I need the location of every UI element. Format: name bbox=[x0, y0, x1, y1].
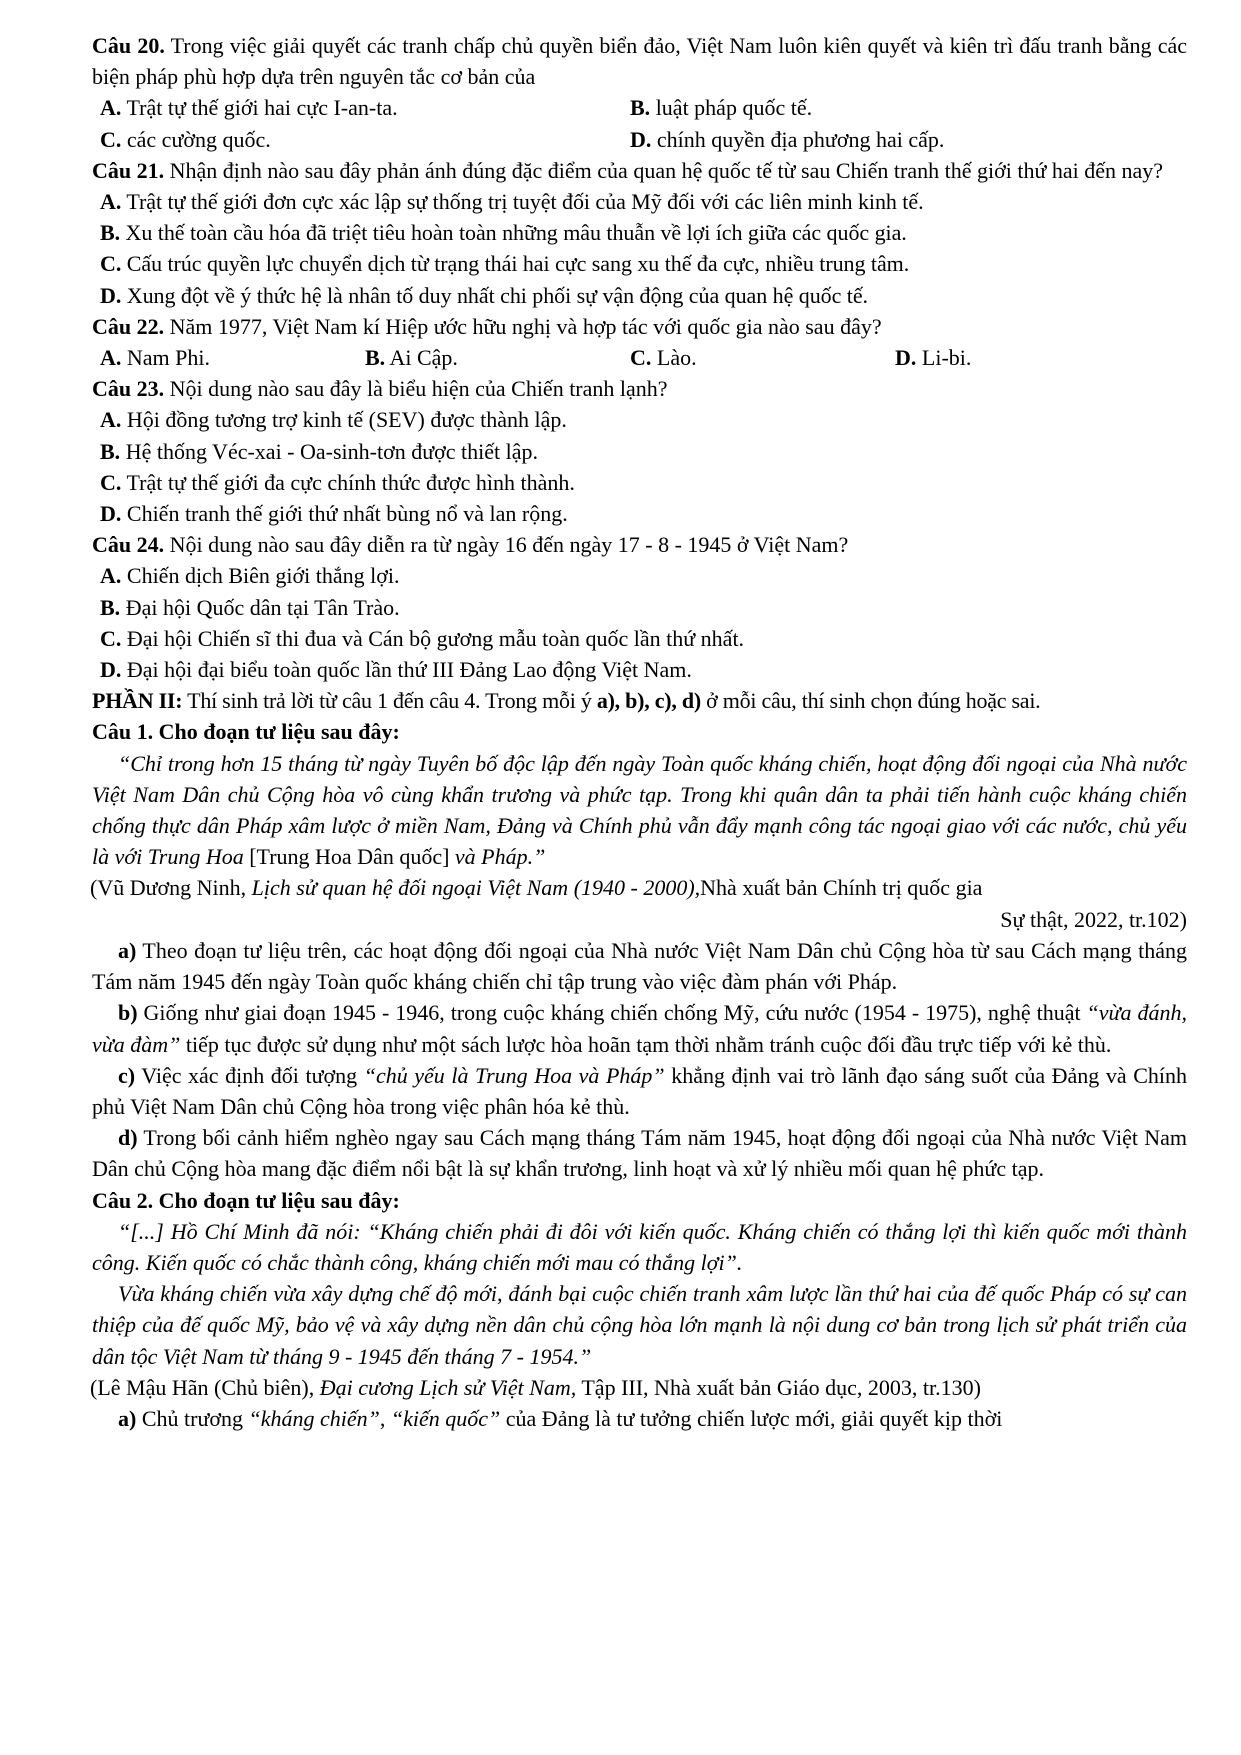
question-23-label: Câu 23. bbox=[92, 376, 165, 402]
question-20-option-b: B. luật pháp quốc tế. bbox=[630, 95, 813, 121]
question-24-option-d: D. Đại hội đại biểu toàn quốc lần thứ III Đảng Lao động Việt Nam. bbox=[100, 657, 692, 683]
part2-question-1-statement-a: a) Theo đoạn tư liệu trên, các hoạt động đối ngoại của Nhà nước Việt Nam Dân chủ Cộng hòa từ sau Cách mạng tháng Tám năm 1945 đến ngày Toàn quốc kháng chiến chỉ tập trung vào việc đàm phán với Pháp. bbox=[92, 937, 1187, 995]
question-20-options-row-2 bbox=[92, 124, 1187, 155]
question-24-option-c: C. Đại hội Chiến sĩ thi đua và Cán bộ gương mẫu toàn quốc lần thứ nhất. bbox=[100, 625, 745, 651]
question-22-label: Câu 22. bbox=[92, 313, 165, 339]
question-20-option-c: C. các cường quốc. bbox=[100, 126, 271, 152]
part2-question-1-quote: “Chỉ trong hơn 15 tháng từ ngày Tuyên bố độc lập đến ngày Toàn quốc kháng chiến, hoạt động đối ngoại của Nhà nước Việt Nam Dân chủ Cộng hòa vô cùng khẩn trương và phức tạp. Trong khi quân dân ta phải tiến hành cuộc kháng chiến chống thực dân Pháp xâm lược ở miền Nam, Đảng và Chính phủ vẫn đẩy mạnh công tác ngoại giao với các nước, chủ yếu là với Trung Hoa [Trung Hoa Dân quốc] và Pháp.” bbox=[92, 750, 1187, 870]
question-23-option-a: A. Hội đồng tương trợ kinh tế (SEV) được thành lập. bbox=[100, 407, 567, 433]
part2-question-1-source: (Vũ Dương Ninh, Lịch sử quan hệ đối ngoại Việt Nam (1940 - 2000),Nhà xuất bản Chính trị quốc gia bbox=[90, 875, 983, 901]
question-20-option-d: D. chính quyền địa phương hai cấp. bbox=[630, 126, 945, 152]
question-22-options-row bbox=[92, 342, 1187, 373]
question-22-stem: Câu 22. Năm 1977, Việt Nam kí Hiệp ước hữu nghị và hợp tác với quốc gia nào sau đây? bbox=[92, 313, 882, 339]
question-21-option-a: A. Trật tự thế giới đơn cực xác lập sự thống trị tuyệt đối của Mỹ đối với các liên minh kinh tế. bbox=[100, 189, 924, 215]
question-20-label: Câu 20. bbox=[92, 33, 165, 58]
question-21-option-c: C. Cấu trúc quyền lực chuyển dịch từ trạng thái hai cực sang xu thế đa cực, nhiều trung tâm. bbox=[100, 251, 910, 277]
question-23-option-b: B. Hệ thống Véc-xai - Oa-sinh-tơn được thiết lập. bbox=[100, 438, 539, 464]
question-22-option-d: D. Li-bi. bbox=[895, 345, 972, 371]
part2-question-1-statement-d: d) Trong bối cảnh hiểm nghèo ngay sau Cách mạng tháng Tám năm 1945, hoạt động đối ngoại của Nhà nước Việt Nam Dân chủ Cộng hòa mang đặc điểm nổi bật là sự khẩn trương, linh hoạt và xử lý nhiều mối quan hệ phức tạp. bbox=[92, 1125, 1187, 1182]
part-2-label: PHẦN II: bbox=[92, 688, 183, 714]
question-20-stem: Câu 20. Trong việc giải quyết các tranh chấp chủ quyền biển đảo, Việt Nam luôn kiên quyết và kiên trì đấu tranh bằng các biện pháp phù hợp dựa trên nguyên tắc cơ bản của bbox=[92, 33, 1188, 90]
question-24-stem: Câu 24. Nội dung nào sau đây diễn ra từ ngày 16 đến ngày 17 - 8 - 1945 ở Việt Nam? bbox=[92, 532, 849, 558]
question-22-option-a: A. Nam Phi. bbox=[100, 345, 211, 371]
question-23-option-d: D. Chiến tranh thế giới thứ nhất bùng nổ và lan rộng. bbox=[100, 501, 568, 527]
question-20-options-row-1 bbox=[92, 92, 1187, 123]
part2-question-2-source: (Lê Mậu Hãn (Chủ biên), Đại cương Lịch sử Việt Nam, Tập III, Nhà xuất bản Giáo dục, 2003, tr.130) bbox=[90, 1374, 981, 1400]
question-23-stem: Câu 23. Nội dung nào sau đây là biểu hiện của Chiến tranh lạnh? bbox=[92, 376, 668, 402]
question-24-option-a: A. Chiến dịch Biên giới thắng lợi. bbox=[100, 563, 400, 589]
question-23-option-c: C. Trật tự thế giới đa cực chính thức được hình thành. bbox=[100, 469, 575, 495]
part2-question-2-quote-1: “[...] Hồ Chí Minh đã nói: “Kháng chiến phải đi đôi với kiến quốc. Kháng chiến có thắng lợi thì kiến quốc mới thành công. Kiến quốc có chắc thành công, kháng chiến mới mau có thắng lợi”. bbox=[92, 1218, 1187, 1275]
question-22-option-c: C. Lào. bbox=[630, 345, 697, 371]
part2-question-2-statement-a: a) Chủ trương “kháng chiến”, “kiến quốc” của Đảng là tư tưởng chiến lược mới, giải quyết kịp thời bbox=[118, 1405, 1003, 1431]
question-24-label: Câu 24. bbox=[92, 532, 165, 558]
part2-question-2-heading: Câu 2. Cho đoạn tư liệu sau đây: bbox=[92, 1187, 400, 1213]
part2-question-2-quote-2: Vừa kháng chiến vừa xây dựng chế độ mới, đánh bại cuộc chiến tranh xâm lược lần thứ hai của đế quốc Pháp có sự can thiệp của đế quốc Mỹ, bảo vệ và xây dựng nền dân chủ cộng hòa lớn mạnh là nội dung cơ bản trong lịch sử phát triển của dân tộc Việt Nam từ tháng 9 - 1945 đến tháng 7 - 1954.” bbox=[92, 1281, 1187, 1369]
question-24-option-b: B. Đại hội Quốc dân tại Tân Trào. bbox=[100, 594, 400, 620]
question-21-option-b: B. Xu thế toàn cầu hóa đã triệt tiêu hoàn toàn những mâu thuẫn về lợi ích giữa các quốc gia. bbox=[100, 220, 907, 246]
question-22-option-b: B. Ai Cập. bbox=[365, 345, 458, 371]
part-2-instructions: PHẦN II: Thí sinh trả lời từ câu 1 đến câu 4. Trong mỗi ý a), b), c), d) ở mỗi câu, thí sinh chọn đúng hoặc sai. bbox=[92, 688, 1041, 714]
question-21-option-d: D. Xung đột về ý thức hệ là nhân tố duy nhất chi phối sự vận động của quan hệ quốc tế. bbox=[100, 282, 868, 308]
question-21-stem: Câu 21. Nhận định nào sau đây phản ánh đúng đặc điểm của quan hệ quốc tế từ sau Chiến tranh thế giới thứ hai đến nay? bbox=[92, 157, 1164, 183]
part2-question-1-heading: Câu 1. Cho đoạn tư liệu sau đây: bbox=[92, 719, 400, 745]
part2-question-1-statement-c: c) Việc xác định đối tượng “chủ yếu là Trung Hoa và Pháp” khẳng định vai trò lãnh đạo sáng suốt của Đảng và Chính phủ Việt Nam Dân chủ Cộng hòa trong việc phân hóa kẻ thù. bbox=[92, 1062, 1187, 1119]
part2-question-1-statement-b: b) Giống như giai đoạn 1945 - 1946, trong cuộc kháng chiến chống Mỹ, cứu nước (1954 - 1975), nghệ thuật “vừa đánh, vừa đàm” tiếp tục được sử dụng như một sách lược hòa hoãn tạm thời nhằm tránh cuộc đối đầu trực tiếp với kẻ thù. bbox=[92, 1000, 1187, 1057]
part2-question-1-source-line-2: Sự thật, 2022, tr.102) bbox=[1000, 906, 1187, 932]
question-21-label: Câu 21. bbox=[92, 157, 165, 183]
question-20-option-a: A. Trật tự thế giới hai cực I-an-ta. bbox=[100, 95, 398, 121]
